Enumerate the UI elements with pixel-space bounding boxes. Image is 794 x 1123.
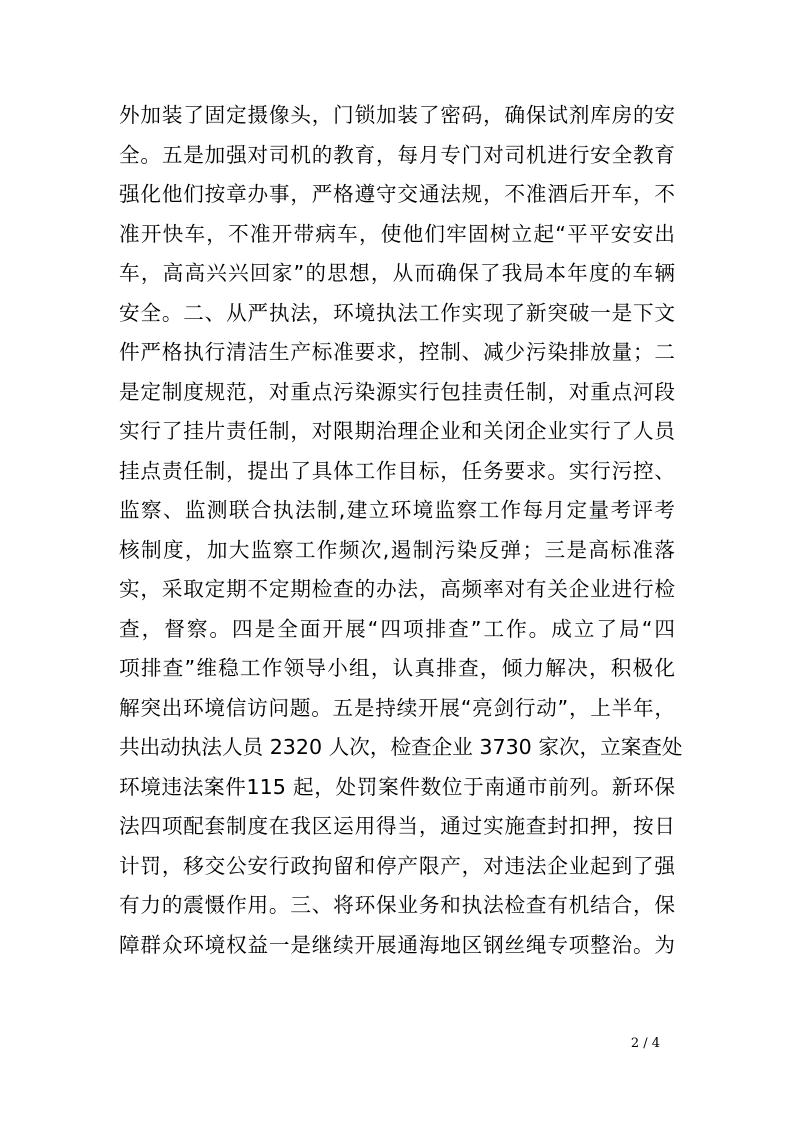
- text-line: 是定制度规范，对重点污染源实行包挂责任制，对重点河段: [119, 379, 675, 404]
- text-line: 有力的震慑作用。三、将环保业务和执法检查有机结合，保: [119, 893, 675, 917]
- text-line: 环境违法案件115 起，处罚案件数位于南通市前列。新环保: [119, 774, 675, 799]
- text-line: 查，督察。四是全面开展“四项排查”工作。成立了局“四: [119, 616, 675, 641]
- text-line: 全。五是加强对司机的教育，每月专门对司机进行安全教育: [119, 142, 675, 167]
- text-line: 监察、监测联合执法制,建立环境监察工作每月定量考评考: [119, 498, 675, 522]
- text-line: 核制度，加大监察工作频次,遏制污染反弹；三是高标准落: [119, 537, 675, 562]
- text-line: 计罚，移交公安行政拘留和停产限产，对违法企业起到了强: [119, 853, 675, 878]
- text-line: 车，高高兴兴回家”的思想，从而确保了我局本年度的车辆: [119, 261, 675, 285]
- text-line: 准开快车，不准开带病车，使他们牢固树立起“平平安安出: [119, 221, 675, 246]
- text-line: 强化他们按章办事，严格遵守交通法规，不准酒后开车，不: [119, 182, 675, 206]
- text-line: 实行了挂片责任制，对限期治理企业和关闭企业实行了人员: [119, 419, 675, 443]
- document-body: [119, 96, 683, 965]
- text-line: 实，采取定期不定期检查的办法，高频率对有关企业进行检: [119, 577, 675, 601]
- page-number: 2 / 4: [630, 1036, 660, 1051]
- text-line: 件严格执行清洁生产标准要求，控制、减少污染排放量；二: [119, 340, 675, 364]
- text-line: 安全。二、从严执法，环境执法工作实现了新突破一是下文: [119, 300, 675, 325]
- text-line: 挂点责任制，提出了具体工作目标，任务要求。实行污控、: [119, 458, 675, 483]
- text-line: 解突出环境信访问题。五是持续开展“亮剑行动”，上半年，: [119, 695, 675, 720]
- text-line: 障群众环境权益一是继续开展通海地区钢丝绳专项整治。为: [119, 932, 675, 957]
- text-line: 法四项配套制度在我区运用得当，通过实施查封扣押，按日: [119, 814, 675, 838]
- text-line: 共出动执法人员 2320 人次，检查企业 3730 家次，立案查处: [119, 735, 683, 759]
- text-line: 外加装了固定摄像头，门锁加装了密码，确保试剂库房的安: [119, 103, 675, 127]
- text-line: 项排查”维稳工作领导小组，认真排查，倾力解决，积极化: [119, 656, 675, 680]
